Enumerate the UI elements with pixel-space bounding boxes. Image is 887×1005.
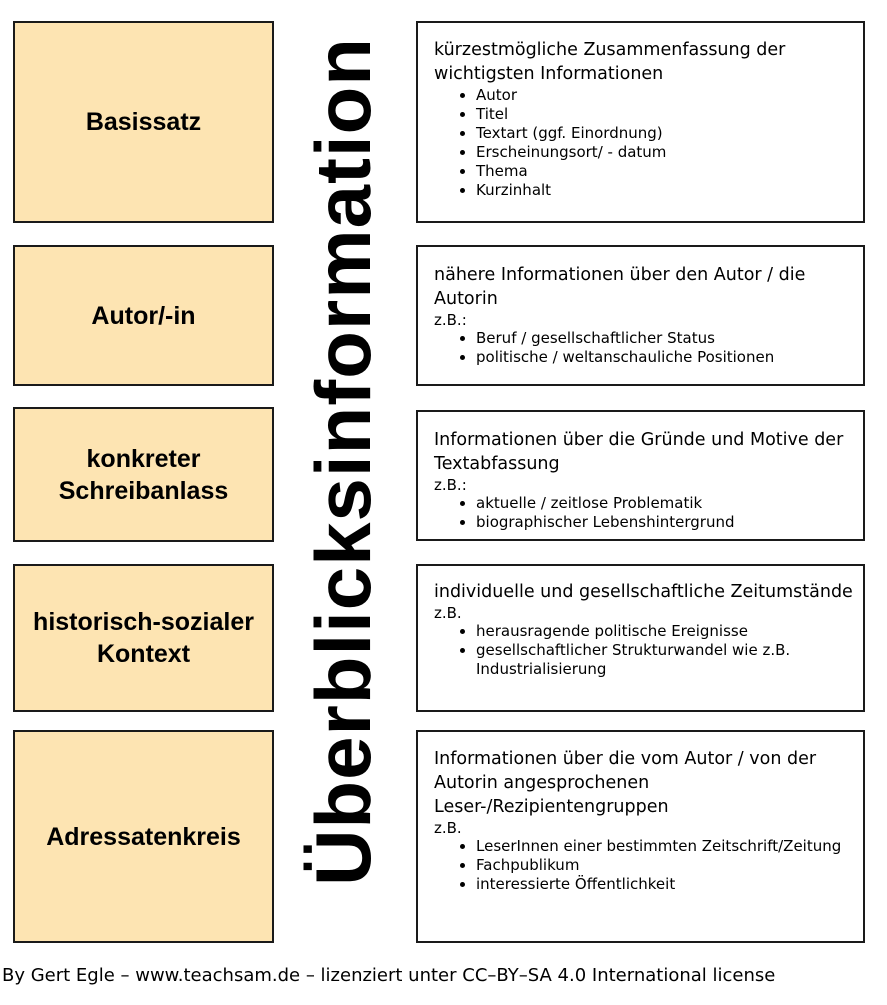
list-item: • biographischer Lebenshintergrund xyxy=(476,513,859,532)
example-prefix: z.B. xyxy=(434,819,462,837)
label-text: Autor/-in xyxy=(91,301,196,330)
example-prefix: z.B. xyxy=(434,604,462,622)
example-prefix: z.B.: xyxy=(434,311,467,329)
list-item: • interessierte Öffentlichkeit xyxy=(476,875,859,894)
label-box-basissatz xyxy=(13,21,274,223)
description-list xyxy=(434,494,859,532)
description-box-adressatenkreis xyxy=(416,730,865,943)
vertical-title: Überblicksinformation xyxy=(298,36,387,886)
description-box-kontext xyxy=(416,564,865,712)
list-item: • Titel xyxy=(476,105,859,124)
list-item: • Fachpublikum xyxy=(476,856,859,875)
description-box-schreibanlass xyxy=(416,410,865,541)
list-item: • Thema xyxy=(476,162,859,181)
description-heading: Informationen über die vom Autor / von der Autorin angesprochenen Leser-/Rezipientengruppen xyxy=(434,749,817,817)
label-box-kontext xyxy=(13,564,274,712)
label-text: konkreter Schreibanlass xyxy=(58,444,229,505)
label-box-autor xyxy=(13,245,274,386)
list-item: • LeserInnen einer bestimmten Zeitschrift/Zeitung xyxy=(476,837,859,856)
list-item: • aktuelle / zeitlose Problematik xyxy=(476,494,859,513)
list-item: • herausragende politische Ereignisse xyxy=(476,622,859,641)
description-list xyxy=(434,86,859,200)
example-prefix: z.B.: xyxy=(434,476,467,494)
label-box-schreibanlass xyxy=(13,407,274,542)
label-text: Adressatenkreis xyxy=(46,822,241,851)
description-box-autor xyxy=(416,245,865,386)
description-heading: individuelle und gesellschaftliche Zeitumstände xyxy=(434,582,853,602)
description-heading: nähere Informationen über den Autor / die Autorin xyxy=(434,265,806,309)
label-text: Basissatz xyxy=(85,108,202,136)
label-text: historisch-sozialer Kontext xyxy=(33,608,254,668)
license-footer: By Gert Egle – www.teachsam.de – lizenziert unter CC–BY–SA 4.0 International license xyxy=(2,965,776,986)
label-box-adressatenkreis xyxy=(13,730,274,943)
list-item: • gesellschaftlicher Strukturwandel wie z.B. Industrialisierung xyxy=(476,641,826,679)
list-item: • Erscheinungsort/ - datum xyxy=(476,143,859,162)
description-heading: Informationen über die Gründe und Motive der Textabfassung xyxy=(434,430,844,474)
vertical-title-container xyxy=(298,30,387,892)
description-heading: kürzestmögliche Zusammenfassung der wichtigsten Informationen xyxy=(434,40,786,84)
description-list xyxy=(434,622,859,679)
list-item: • Autor xyxy=(476,86,859,105)
list-item: • politische / weltanschauliche Positionen xyxy=(476,348,859,367)
list-item: • Kurzinhalt xyxy=(476,181,859,200)
description-box-basissatz xyxy=(416,21,865,223)
description-list xyxy=(434,329,859,367)
description-list xyxy=(434,837,859,894)
list-item: • Textart (ggf. Einordnung) xyxy=(476,124,859,143)
list-item: • Beruf / gesellschaftlicher Status xyxy=(476,329,859,348)
